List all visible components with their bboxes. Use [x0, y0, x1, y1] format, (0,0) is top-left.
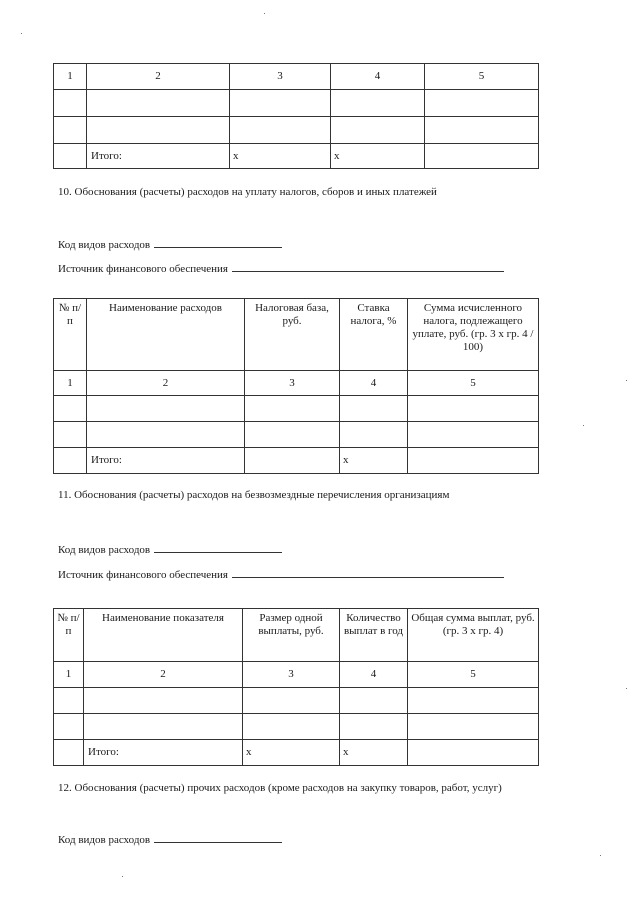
kvr-field-10: [58, 237, 282, 251]
header-indicator-name: Наименование показателя: [84, 609, 243, 662]
total-row: [54, 740, 539, 766]
header-number: № п/п: [54, 609, 84, 662]
col-number-2: 2: [87, 371, 245, 396]
section-12-heading: 12. Обоснования (расчеты) прочих расходов (кроме расходов на закупку товаров, работ, услуг): [58, 782, 502, 794]
source-label: Источник финансового обеспечения: [58, 569, 228, 581]
kvr-label: Код видов расходов: [58, 544, 151, 556]
scan-speck: [626, 380, 627, 381]
empty-cell: [245, 422, 340, 448]
empty-cell: [84, 714, 243, 740]
col-number-1: 1: [54, 662, 84, 688]
col-number-4: 4: [331, 64, 425, 90]
table-section-10: [53, 298, 539, 474]
empty-cell: [425, 144, 539, 169]
empty-cell: [408, 422, 539, 448]
scan-speck: [600, 855, 601, 856]
empty-cell: [408, 396, 539, 422]
empty-cell: [54, 117, 87, 144]
empty-cell: [54, 90, 87, 117]
empty-cell: [425, 117, 539, 144]
empty-cell: [87, 422, 245, 448]
empty-cell: [331, 90, 425, 117]
header-tax-sum: Сумма исчисленного налога, подлежащего уплате, руб. (гр. 3 х гр. 4 / 100): [408, 299, 539, 371]
table-row: [54, 90, 539, 117]
empty-cell: [408, 740, 539, 766]
empty-cell: [408, 714, 539, 740]
header-tax-base: Налоговая база, руб.: [245, 299, 340, 371]
empty-cell: [54, 740, 84, 766]
empty-cell: [230, 117, 331, 144]
empty-cell: [54, 144, 87, 169]
header-payment-size: Размер одной выплаты, руб.: [243, 609, 340, 662]
total-label: Итого:: [84, 740, 243, 766]
kvr-field-12: [58, 832, 282, 846]
empty-cell: [245, 396, 340, 422]
empty-cell: [54, 714, 84, 740]
scan-speck: [264, 13, 265, 14]
empty-cell: [54, 688, 84, 714]
empty-cell: [54, 448, 87, 474]
source-label: Источник финансового обеспечения: [58, 263, 228, 275]
col-number-5: 5: [425, 64, 539, 90]
empty-cell: [340, 422, 408, 448]
header-payment-count: Количество выплат в год: [340, 609, 408, 662]
kvr-field-11: [58, 542, 282, 556]
empty-cell: [340, 396, 408, 422]
col-number-4: 4: [340, 662, 408, 688]
x-mark: x: [243, 740, 340, 766]
x-mark: x: [331, 144, 425, 169]
empty-cell: [331, 117, 425, 144]
col-number-3: 3: [230, 64, 331, 90]
col-number-1: 1: [54, 64, 87, 90]
section-11-heading: 11. Обоснования (расчеты) расходов на безвозмездные перечисления организациям: [58, 489, 450, 501]
section-10-heading: 10. Обоснования (расчеты) расходов на уплату налогов, сборов и иных платежей: [58, 186, 437, 198]
empty-cell: [340, 714, 408, 740]
scan-speck: [21, 33, 22, 34]
empty-cell: [230, 90, 331, 117]
header-expense-name: Наименование расходов: [87, 299, 245, 371]
empty-cell: [245, 448, 340, 474]
total-row: [54, 448, 539, 474]
scan-speck: [626, 688, 627, 689]
empty-cell: [243, 714, 340, 740]
column-number-row: [54, 64, 539, 90]
table-row: [54, 714, 539, 740]
empty-cell: [84, 688, 243, 714]
column-number-row: [54, 662, 539, 688]
table-top-continuation: [53, 63, 539, 169]
header-number: № п/п: [54, 299, 87, 371]
col-number-3: 3: [243, 662, 340, 688]
col-number-4: 4: [340, 371, 408, 396]
empty-cell: [408, 448, 539, 474]
empty-cell: [243, 688, 340, 714]
table-section-11: [53, 608, 539, 766]
table-row: [54, 688, 539, 714]
empty-cell: [408, 688, 539, 714]
source-field-11: [58, 567, 504, 581]
empty-cell: [54, 422, 87, 448]
table-row: [54, 117, 539, 144]
empty-cell: [87, 117, 230, 144]
empty-cell: [340, 688, 408, 714]
total-label: Итого:: [87, 448, 245, 474]
header-row: [54, 299, 539, 371]
col-number-2: 2: [84, 662, 243, 688]
table-row: [54, 396, 539, 422]
kvr-input[interactable]: [154, 237, 282, 248]
column-number-row: [54, 371, 539, 396]
kvr-input[interactable]: [154, 542, 282, 553]
col-number-2: 2: [87, 64, 230, 90]
kvr-input[interactable]: [154, 832, 282, 843]
table-row: [54, 422, 539, 448]
total-label: Итого:: [87, 144, 230, 169]
header-total-sum: Общая сумма выплат, руб. (гр. 3 х гр. 4): [408, 609, 539, 662]
empty-cell: [54, 396, 87, 422]
x-mark: x: [340, 740, 408, 766]
header-row: [54, 609, 539, 662]
x-mark: x: [230, 144, 331, 169]
empty-cell: [87, 90, 230, 117]
col-number-1: 1: [54, 371, 87, 396]
source-input[interactable]: [232, 567, 504, 578]
col-number-5: 5: [408, 662, 539, 688]
kvr-label: Код видов расходов: [58, 834, 151, 846]
source-input[interactable]: [232, 261, 504, 272]
empty-cell: [87, 396, 245, 422]
empty-cell: [425, 90, 539, 117]
col-number-3: 3: [245, 371, 340, 396]
source-field-10: [58, 261, 504, 275]
x-mark: x: [340, 448, 408, 474]
scan-speck: [122, 876, 123, 877]
col-number-5: 5: [408, 371, 539, 396]
header-tax-rate: Ставка налога, %: [340, 299, 408, 371]
kvr-label: Код видов расходов: [58, 239, 151, 251]
total-row: [54, 144, 539, 169]
scan-speck: [583, 425, 584, 426]
